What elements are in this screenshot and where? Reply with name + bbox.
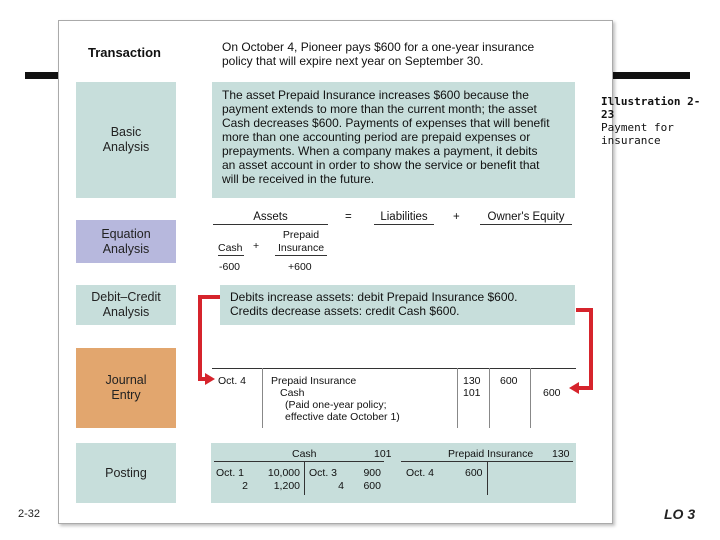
cash-t-top	[214, 461, 384, 462]
basic-analysis-box	[212, 82, 575, 198]
cash-t-divider	[304, 461, 305, 495]
journal-col-divider	[262, 368, 263, 428]
debit-credit-analysis-box	[220, 285, 575, 325]
prepaid-account-title: Prepaid Insurance	[448, 448, 534, 460]
journal-credit-account: Cash	[280, 387, 305, 399]
learning-objective-label: LO 3	[664, 506, 696, 522]
basic-analysis-label-line: Analysis	[102, 140, 150, 154]
cash-debit-date: Oct. 1	[216, 467, 245, 479]
arrow-credit-head	[569, 382, 579, 394]
arrow-debit-head	[205, 373, 215, 385]
basic-analysis-line: payment extends to more than the current month; the asset	[222, 102, 537, 116]
caption-line: insurance	[601, 134, 661, 147]
transaction-line: policy that will expire next year on September 30.	[222, 54, 484, 68]
arrow-credit-segment	[589, 308, 593, 390]
cash-account-number: 101	[374, 448, 392, 460]
slide-number: 2-32	[18, 508, 41, 520]
debit-credit-line: Debits increase assets: debit Prepaid Insurance $600.	[230, 290, 518, 304]
caption-line: 23	[601, 108, 615, 121]
basic-analysis-line: prepayments. When a company makes a payment, it debits	[222, 144, 538, 158]
journal-date: Oct. 4	[218, 375, 247, 387]
prepaid-t-divider	[487, 461, 488, 495]
equation-analysis-label-line: Equation	[101, 226, 151, 241]
prepaid-debit-amount: 600	[465, 467, 483, 479]
journal-entry-label-line: Entry	[111, 388, 141, 402]
journal-debit-ref: 130	[463, 375, 481, 387]
assets-heading: Assets	[213, 210, 328, 225]
prepaid-debit-date: Oct. 4	[406, 467, 435, 479]
equation-analysis-label-line: Analysis	[102, 241, 150, 256]
basic-analysis-line: an asset account in order to show the service or benefit that	[222, 158, 540, 172]
debit-credit-label-line: Analysis	[102, 305, 150, 319]
transaction-label: Transaction	[88, 45, 161, 60]
prepaid-account-number: 130	[552, 448, 570, 460]
prepaid-heading-line: Prepaid	[282, 229, 320, 241]
arrow-credit-segment	[578, 386, 593, 390]
prepaid-change: +600	[288, 261, 312, 273]
journal-col-divider	[457, 368, 458, 428]
cash-credit-amount: 900	[363, 467, 381, 479]
liabilities-heading: Liabilities	[374, 210, 434, 225]
journal-debit-account: Prepaid Insurance	[271, 375, 357, 387]
caption-line: Payment for	[601, 121, 674, 134]
posting-label: Posting	[76, 443, 176, 503]
basic-analysis-line: The asset Prepaid Insurance increases $600 because the	[222, 88, 529, 102]
equals-sign: =	[345, 211, 352, 223]
cash-credit-amount: 600	[363, 480, 381, 492]
journal-explanation-line: (Paid one-year policy;	[285, 399, 387, 411]
cash-debit-amount: 1,200	[273, 480, 300, 492]
debit-credit-line: Credits decrease assets: credit Cash $600.	[230, 304, 460, 318]
journal-credit-amount: 600	[543, 387, 561, 399]
cash-change: -600	[219, 261, 241, 273]
basic-analysis-line: more than one accounting period are prepaid expenses or	[222, 130, 531, 144]
illustration-caption	[601, 95, 711, 147]
journal-credit-ref: 101	[463, 387, 481, 399]
basic-analysis-label	[76, 82, 176, 198]
arrow-debit-segment	[198, 295, 202, 381]
basic-analysis-label-line: Basic	[110, 125, 142, 139]
basic-analysis-line: Cash decreases $600. Payments of expenses that will benefit	[222, 116, 550, 130]
cash-credit-date: Oct. 3	[309, 467, 338, 479]
journal-debit-amount: 600	[500, 375, 518, 387]
equation-analysis-label	[76, 220, 176, 263]
caption-line: Illustration 2-	[601, 95, 701, 108]
debit-credit-analysis-label	[76, 285, 176, 325]
basic-analysis-line: will be received in the future.	[222, 172, 375, 186]
journal-top-rule	[212, 368, 576, 369]
journal-entry-label-line: Journal	[105, 373, 147, 387]
transaction-text	[222, 40, 592, 68]
cash-debit-amount: 10,000	[267, 467, 300, 479]
journal-explanation-line: effective date October 1)	[285, 411, 400, 423]
journal-col-divider	[489, 368, 490, 428]
cash-heading: Cash	[218, 242, 243, 254]
cash-plus-sign: +	[253, 240, 260, 252]
cash-credit-date: 4	[338, 480, 344, 492]
cash-debit-date: 2	[242, 480, 248, 492]
debit-credit-label-line: Debit–Credit	[91, 290, 161, 304]
journal-col-divider	[530, 368, 531, 428]
transaction-line: On October 4, Pioneer pays $600 for a one-year insurance	[222, 40, 535, 54]
cash-account-title: Cash	[292, 448, 317, 460]
journal-entry-label	[76, 348, 176, 428]
prepaid-heading-line: Insurance	[275, 242, 327, 256]
owners-equity-heading: Owner's Equity	[480, 210, 572, 225]
plus-sign: +	[453, 211, 460, 223]
